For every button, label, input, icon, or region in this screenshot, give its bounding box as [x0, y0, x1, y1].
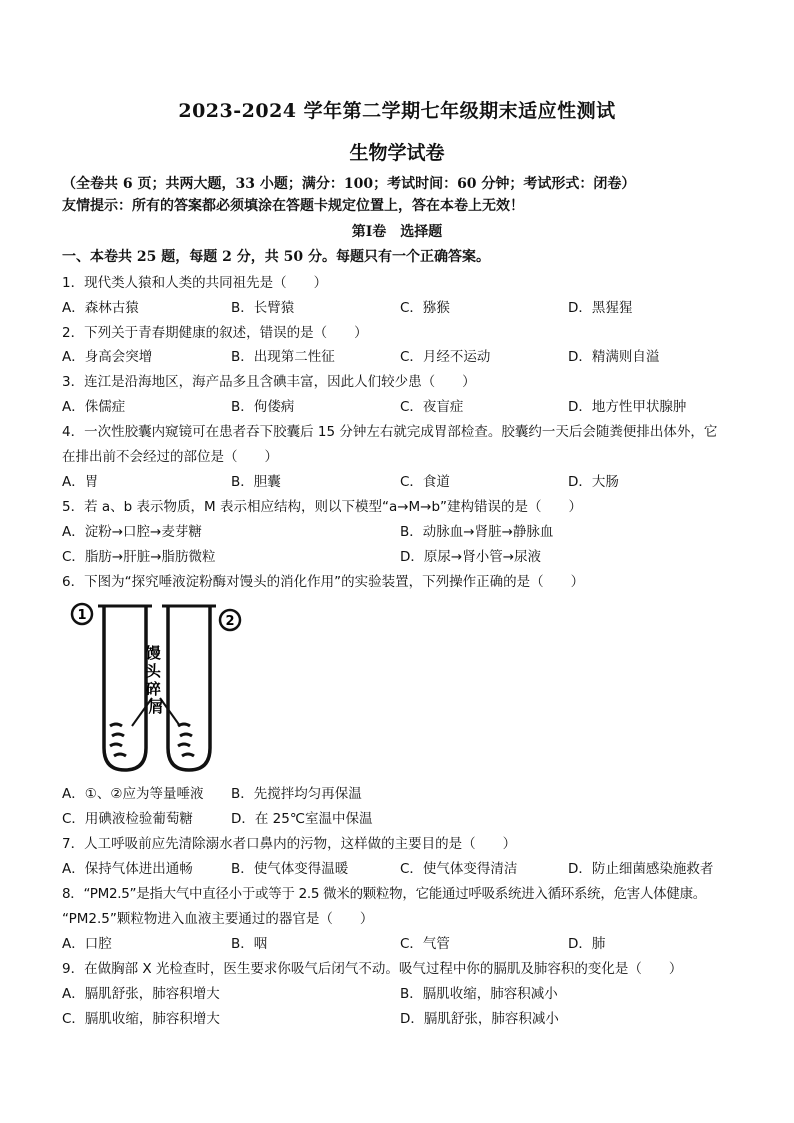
- question-5-stem: 5．若 a、b 表示物质，M 表示相应结构，则以下模型“a→M→b”建构错误的是（ ）: [62, 499, 583, 515]
- question-6-stem: 6．下图为“探究唾液淀粉酶对馒头的消化作用”的实验装置，下列操作正确的是（ ）: [62, 574, 585, 590]
- exam-tip: 友情提示：所有的答案都必须填涂在答题卡规定位置上，答在本卷上无效！: [62, 198, 524, 214]
- question-9-option-c: C．膈肌收缩，肺容积增大: [62, 1011, 220, 1027]
- question-6-option-d: D．在 25℃室温中保温: [231, 811, 373, 827]
- question-9-stem: 9．在做胸部 X 光检查时，医生要求你吸气后闭气不动。吸气过程中你的膈肌及肺容积的变化是（ ）: [62, 961, 683, 977]
- exam-info: [62, 173, 762, 217]
- question-8-option-a: A．口腔: [62, 936, 112, 952]
- question-5-option-c: C．脂肪→肝脏→脂肪微粒: [62, 549, 216, 565]
- question-6-option-a: A．①、②应为等量唾液: [62, 786, 204, 802]
- question-8-option-b: B．咽: [231, 936, 268, 952]
- tube-1-contents: [110, 724, 126, 756]
- question-1-option-c: C．猕猴: [400, 300, 450, 316]
- question-2-option-a: A．身高会突增: [62, 349, 153, 365]
- question-7-option-d: D．防止细菌感染施救者: [568, 861, 714, 877]
- question-1-option-d: D．黑猩猩: [568, 300, 633, 316]
- question-2-stem: 2．下列关于青春期健康的叙述，错误的是（ ）: [62, 325, 368, 341]
- test-tube-illustration: [62, 598, 262, 778]
- question-2-option-d: D．精满则自溢: [568, 349, 660, 365]
- question-4-option-c: C．食道: [400, 474, 450, 490]
- test-tube-figure: [62, 598, 262, 778]
- tube-2-marker-text: 2: [225, 614, 235, 629]
- question-6-option-c: C．用碘液检验葡萄糖: [62, 811, 193, 827]
- question-8-stem-line1: 8．“PM2.5”是指大气中直径小于或等于 2.5 微米的颗粒物，它能通过呼吸系统进入循环系统，危害人体健康。: [62, 886, 706, 902]
- question-5-option-b: B．动脉血→肾脏→静脉血: [400, 524, 554, 540]
- section-intro: 一、本卷共 25 题，每题 2 分，共 50 分。每题只有一个正确答案。: [62, 249, 490, 265]
- section-title: 第Ⅰ卷 选择题: [351, 224, 443, 240]
- question-1-stem: 1．现代类人猿和人类的共同祖先是（ ）: [62, 275, 328, 291]
- exam-meta: （全卷共 6 页；共两大题，33 小题；满分：100；考试时间：60 分钟；考试形式：闭卷）: [62, 176, 636, 192]
- exam-title: 2023-2024 学年第二学期七年级期末适应性测试: [178, 100, 616, 122]
- question-4-stem-line1: 4．一次性胶囊内窥镜可在患者吞下胶囊后 15 分钟左右就完成胃部检查。胶囊约一天后会随粪便排出体外，它: [62, 424, 718, 440]
- question-1-option-b: B．长臂猿: [231, 300, 295, 316]
- question-4-option-b: B．胆囊: [231, 474, 281, 490]
- exam-subtitle: 生物学试卷: [349, 142, 445, 164]
- question-3-option-c: C．夜盲症: [400, 399, 464, 415]
- question-3-option-a: A．侏儒症: [62, 399, 126, 415]
- question-5-option-a: A．淀粉→口腔→麦芽糖: [62, 524, 202, 540]
- question-3-option-d: D．地方性甲状腺肿: [568, 399, 687, 415]
- question-9-option-b: B．膈肌收缩，肺容积减小: [400, 986, 558, 1002]
- question-2-option-b: B．出现第二性征: [231, 349, 335, 365]
- question-9-option-a: A．膈肌舒张，肺容积增大: [62, 986, 220, 1002]
- question-2-option-c: C．月经不运动: [400, 349, 491, 365]
- question-7-stem: 7．人工呼吸前应先清除溺水者口鼻内的污物，这样做的主要目的是（ ）: [62, 836, 517, 852]
- question-7-option-c: C．使气体变得清洁: [400, 861, 518, 877]
- question-8-stem-line2: “PM2.5”颗粒物进入血液主要通过的器官是（ ）: [62, 911, 374, 927]
- question-9-option-d: D．膈肌舒张，肺容积减小: [400, 1011, 559, 1027]
- question-4-stem-line2: 在排出前不会经过的部位是（ ）: [62, 449, 278, 465]
- question-7-option-a: A．保持气体进出通畅: [62, 861, 193, 877]
- question-3-stem: 3．连江是沿海地区，海产品多且含碘丰富，因此人们较少患（ ）: [62, 374, 476, 390]
- question-4-option-a: A．胃: [62, 474, 99, 490]
- question-8-option-d: D．肺: [568, 936, 606, 952]
- question-5-option-d: D．原尿→肾小管→尿液: [400, 549, 542, 565]
- tube-1-marker-text: 1: [77, 608, 87, 623]
- question-4-option-d: D．大肠: [568, 474, 619, 490]
- question-6-option-b: B．先搅拌均匀再保温: [231, 786, 362, 802]
- question-1-option-a: A．森林古猿: [62, 300, 139, 316]
- tube-2-contents: [178, 724, 194, 756]
- question-8-option-c: C．气管: [400, 936, 450, 952]
- question-3-option-b: B．佝偻病: [231, 399, 295, 415]
- question-7-option-b: B．使气体变得温暖: [231, 861, 349, 877]
- figure-vertical-label: 馒 头 碎 屑: [145, 644, 164, 716]
